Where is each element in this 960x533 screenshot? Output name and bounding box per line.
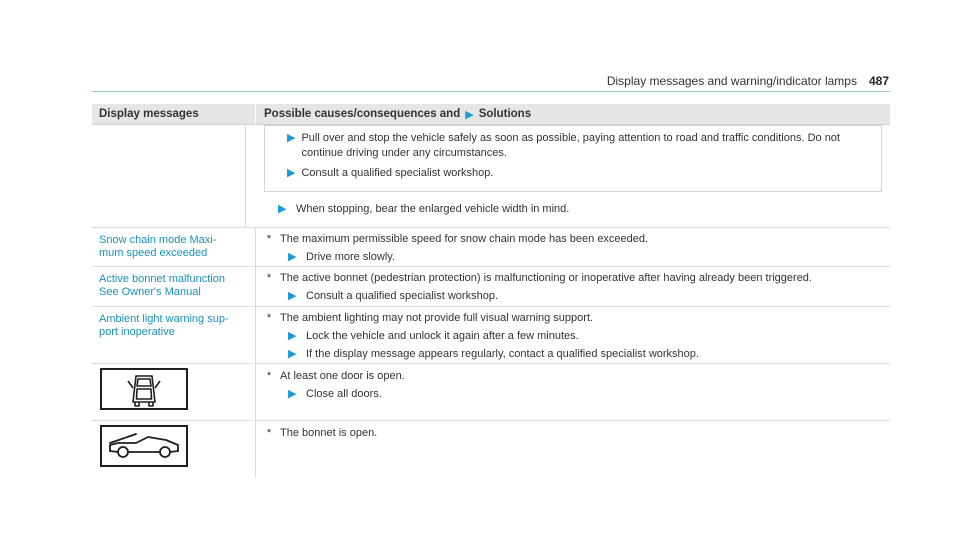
display-message: Active bonnet malfunction bbox=[99, 273, 225, 285]
list-item bbox=[287, 131, 873, 161]
arrow-icon: ▶ bbox=[288, 290, 297, 302]
solution-cell bbox=[246, 125, 890, 227]
message-cell bbox=[92, 364, 256, 420]
list-item bbox=[264, 369, 882, 384]
bullet-icon: * bbox=[266, 370, 272, 382]
cause-text: The ambient lighting may not provide full visual warning support. bbox=[280, 312, 594, 324]
solution-cell bbox=[256, 228, 890, 266]
display-message: Snow chain mode Maxi- bbox=[99, 234, 217, 246]
step-text: Pull over and stop the vehicle safely as soon as possible, paying attention to road and traffic conditions. Do not continue driving under any circumstances. bbox=[301, 132, 840, 159]
display-message: mum speed exceeded bbox=[99, 247, 208, 259]
arrow-icon: ▶ bbox=[288, 251, 297, 263]
table-row bbox=[92, 267, 890, 307]
message-cell bbox=[92, 307, 256, 363]
list-item bbox=[264, 232, 882, 247]
solution-cell bbox=[256, 364, 890, 420]
header-divider bbox=[92, 91, 890, 92]
step-text: If the display message appears regularly, contact a qualified specialist workshop. bbox=[306, 348, 699, 360]
cause-text: At least one door is open. bbox=[280, 370, 405, 382]
display-message: See Owner's Manual bbox=[99, 286, 201, 298]
arrow-icon: ▶ bbox=[288, 388, 297, 400]
col-header-causes-solutions bbox=[256, 104, 890, 124]
message-cell bbox=[92, 421, 256, 477]
message-cell bbox=[92, 228, 256, 266]
list-item bbox=[264, 311, 882, 326]
col-header-solutions: Solutions bbox=[478, 108, 532, 120]
display-message: port inoperative bbox=[99, 326, 175, 338]
arrow-icon: ▶ bbox=[287, 132, 296, 144]
table-row bbox=[92, 125, 890, 228]
arrow-icon: ▶ bbox=[278, 203, 287, 215]
arrow-icon: ▶ bbox=[288, 330, 297, 342]
page-number: 487 bbox=[868, 74, 889, 88]
bonnet-open-symbol bbox=[106, 431, 182, 461]
door-open-icon bbox=[100, 368, 188, 410]
cause-text: The active bonnet (pedestrian protection) is malfunctioning or inoperative after having already been triggered. bbox=[280, 272, 812, 284]
step-text: Drive more slowly. bbox=[306, 251, 396, 263]
bullet-icon: * bbox=[266, 312, 272, 324]
bonnet-open-icon bbox=[100, 425, 188, 467]
bullet-icon: * bbox=[266, 427, 272, 439]
list-item bbox=[287, 166, 873, 181]
message-cell bbox=[92, 267, 256, 306]
list-item bbox=[278, 202, 882, 217]
step-text: When stopping, bear the enlarged vehicle width in mind. bbox=[296, 203, 570, 215]
door-open-symbol bbox=[127, 370, 161, 408]
solution-cell bbox=[256, 307, 890, 363]
list-item bbox=[288, 250, 882, 265]
bullet-icon: * bbox=[266, 233, 272, 245]
arrow-icon: ▶ bbox=[287, 167, 296, 179]
step-text: Lock the vehicle and unlock it again after a few minutes. bbox=[306, 330, 579, 342]
header-title: Display messages and warning/indicator lamps bbox=[606, 74, 857, 88]
col-header-causes: Possible causes/consequences and bbox=[264, 108, 461, 120]
table-row bbox=[92, 228, 890, 267]
solution-cell bbox=[256, 421, 890, 477]
cause-text: The bonnet is open. bbox=[280, 427, 378, 439]
step-text: Close all doors. bbox=[306, 388, 382, 400]
list-item bbox=[264, 426, 882, 441]
page-header bbox=[607, 74, 889, 88]
list-item bbox=[288, 329, 882, 344]
step-text: Consult a qualified specialist workshop. bbox=[306, 290, 498, 302]
list-item bbox=[288, 347, 882, 362]
display-message: Ambient light warning sup- bbox=[99, 313, 229, 325]
table-row bbox=[92, 307, 890, 364]
step-text: Consult a qualified specialist workshop. bbox=[301, 167, 494, 179]
bullet-icon: * bbox=[266, 272, 272, 284]
cause-text: The maximum permissible speed for snow chain mode has been exceeded. bbox=[280, 233, 649, 245]
table-row bbox=[92, 364, 890, 421]
list-item bbox=[288, 289, 882, 304]
list-item bbox=[288, 387, 882, 402]
col-header-display-messages: Display messages bbox=[92, 104, 256, 124]
arrow-icon: ▶ bbox=[465, 109, 474, 121]
warning-box bbox=[264, 125, 882, 192]
table-header bbox=[92, 104, 890, 125]
solution-cell bbox=[256, 267, 890, 306]
arrow-icon: ▶ bbox=[288, 348, 297, 360]
message-cell bbox=[92, 125, 246, 227]
table-row bbox=[92, 421, 890, 477]
messages-table bbox=[92, 104, 890, 477]
list-item bbox=[264, 271, 882, 286]
